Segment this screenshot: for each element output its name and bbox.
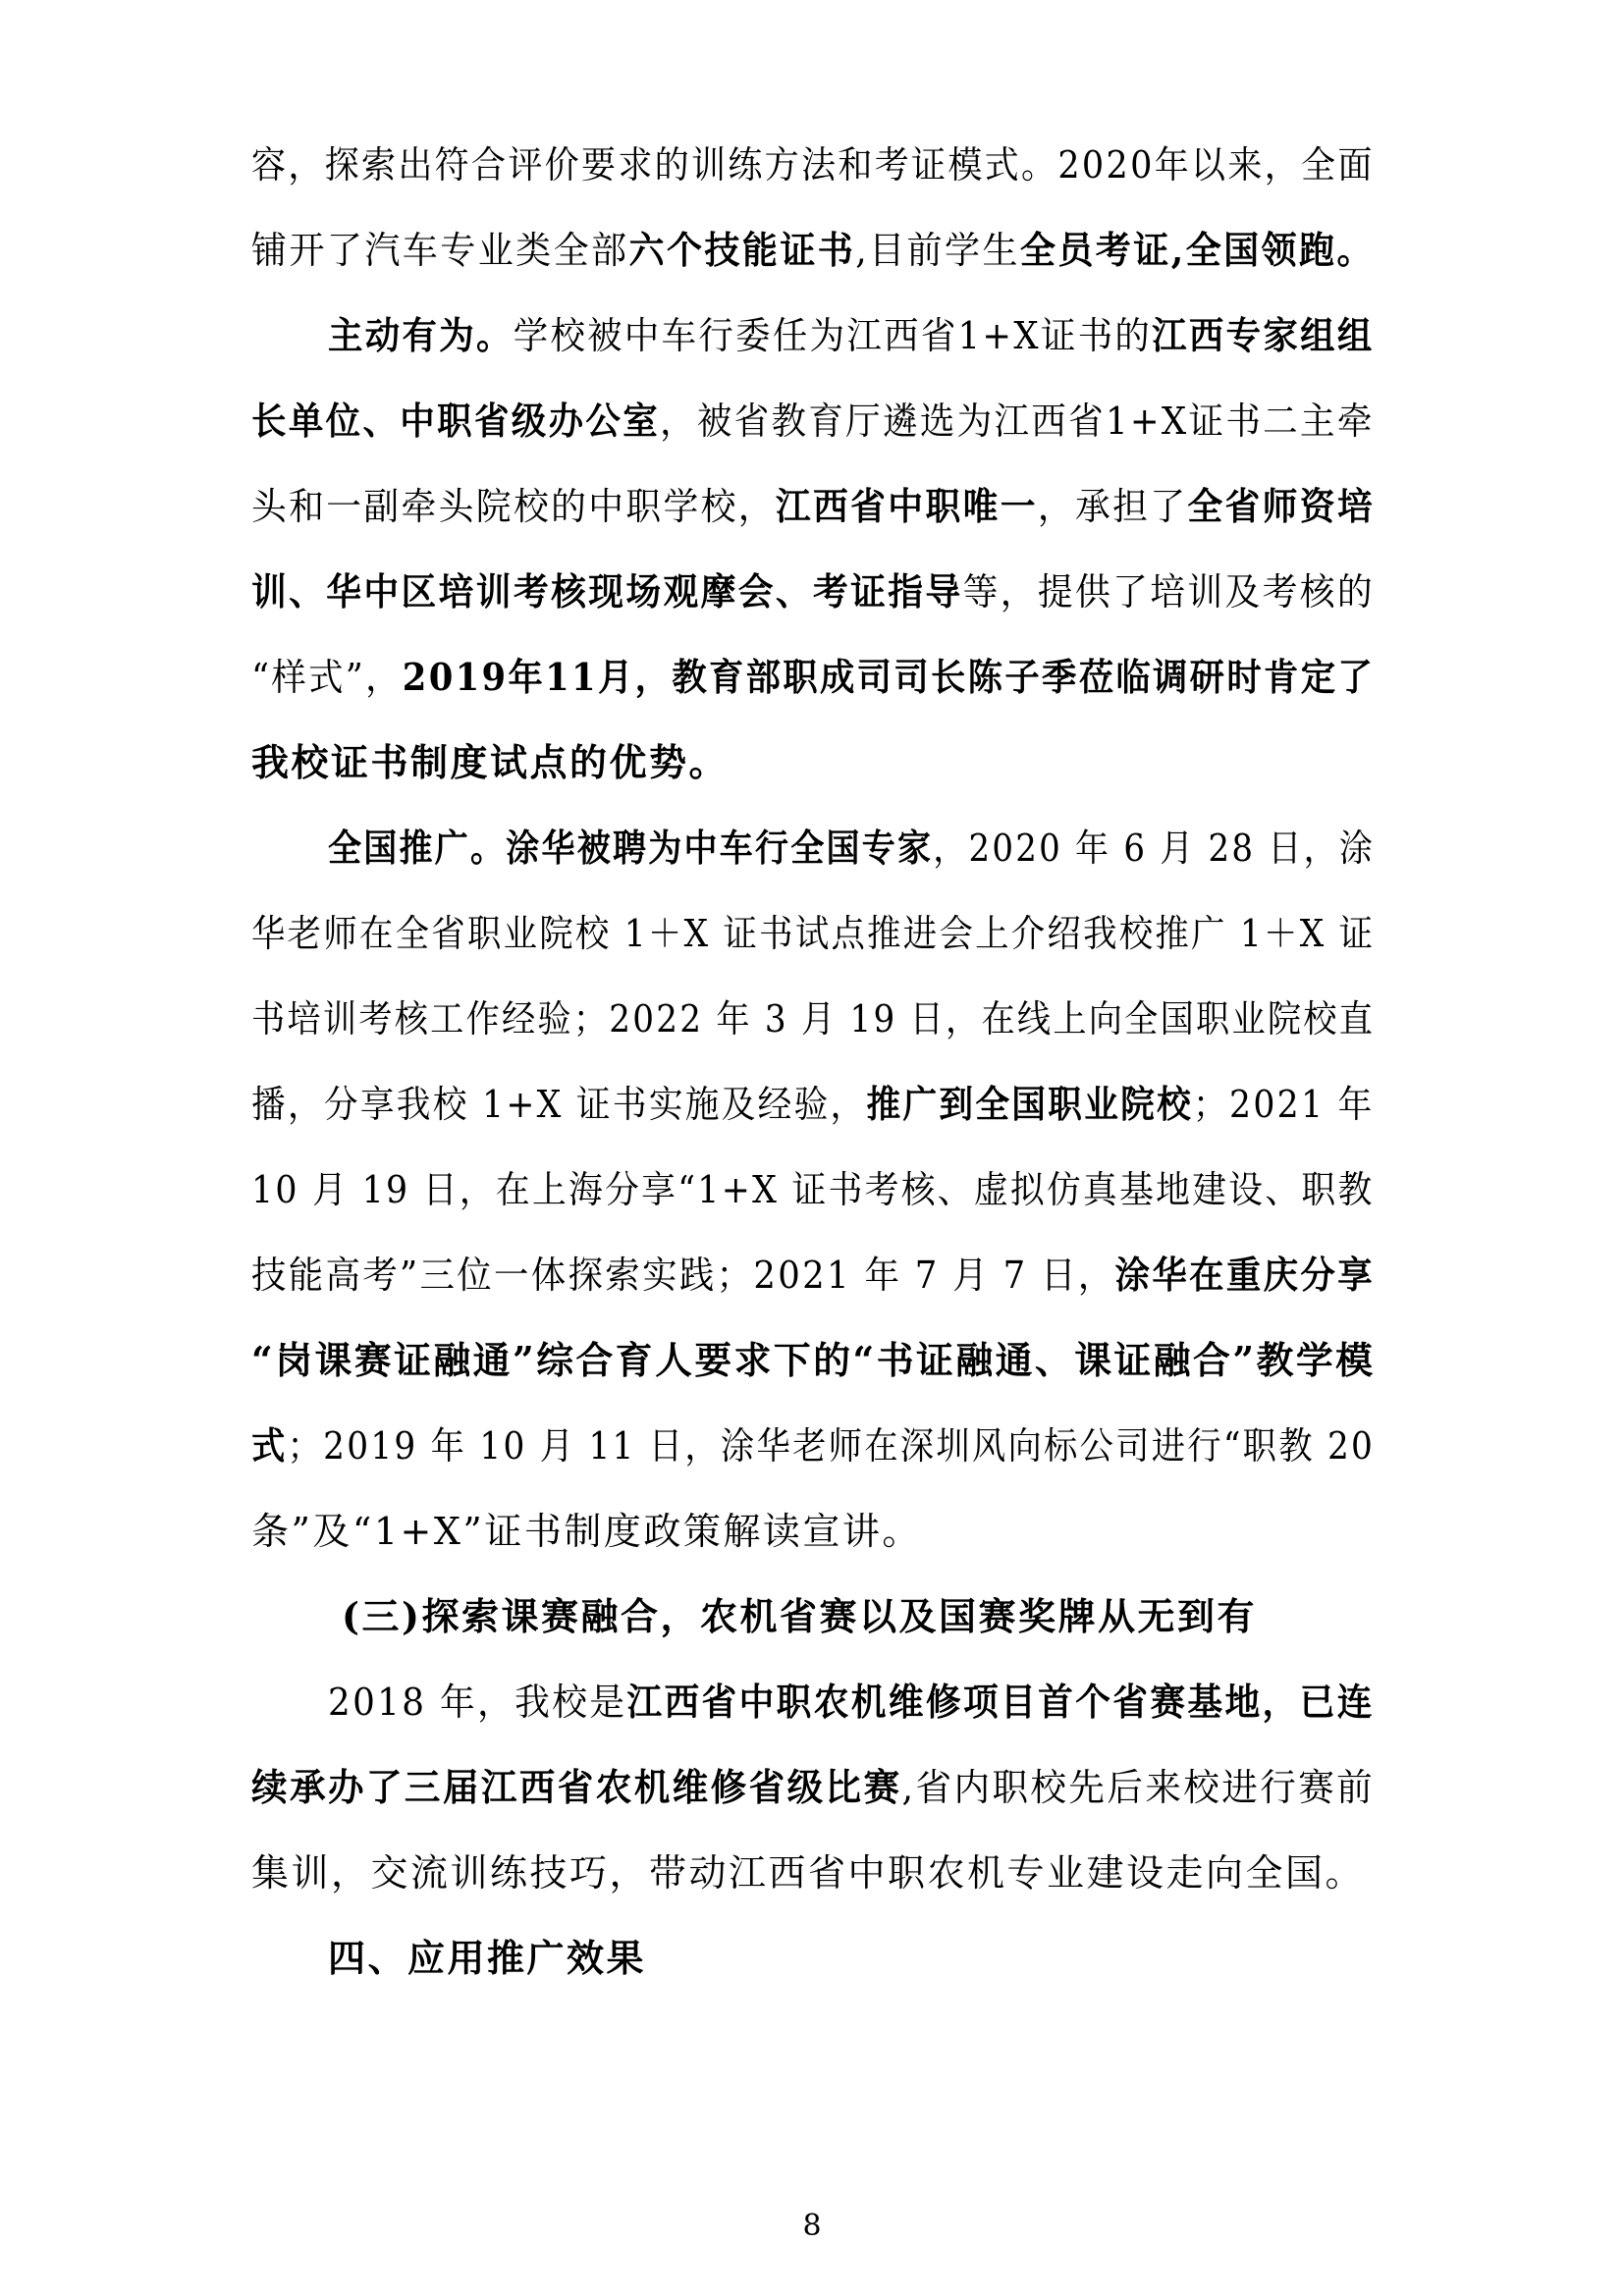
text-line [328, 293, 1375, 379]
text-line [251, 634, 1375, 721]
text: 播，分享我校 1+X 证书实施及经验， [251, 1083, 867, 1126]
text: 等，提供了培训及考核的 [962, 570, 1376, 614]
bold-text: 涂华在重庆分享 [1114, 1253, 1375, 1297]
bold-text: 全省师资培 [1187, 484, 1376, 528]
text-line [251, 1147, 1375, 1233]
bold-text: 全员考证,全国领跑。 [1019, 228, 1375, 272]
text-line [251, 1061, 1375, 1148]
text-line [251, 976, 1375, 1062]
bold-text: (三)探索课赛融合，农机省赛以及国赛奖牌从无到有 [342, 1594, 1257, 1638]
text: ，2020 年 6 月 28 日，涂 [933, 827, 1376, 870]
text-line [342, 1574, 1257, 1660]
text: ,目前学生 [855, 229, 1020, 272]
text: ；2021 年 [1193, 1083, 1375, 1126]
text: 条”及“1+X”证书制度政策解读宣讲。 [251, 1510, 922, 1553]
bold-text: 式 [251, 1423, 288, 1468]
text-line [328, 1659, 1375, 1745]
text-line [251, 890, 1375, 977]
bold-text: 江西省中职唯一 [775, 484, 1038, 528]
text: 华老师在全省职业院校 1＋X 证书试点推进会上介绍我校推广 1＋X 证 [251, 912, 1376, 955]
text-line [251, 378, 1375, 464]
text-line [251, 122, 1375, 208]
text: 技能高考”三位一体探索实践；2021 年 7 月 7 日， [251, 1254, 1115, 1297]
text-line [251, 1317, 1375, 1404]
bold-text: 江西专家组组 [1152, 313, 1375, 357]
text-line [328, 1915, 646, 2002]
text: 头和一副牵头院校的中职学校， [251, 485, 776, 528]
bold-text: 2019年11月，教育部职成司司长陈子季莅临调研时肯定了 [402, 655, 1376, 699]
text: 铺开了汽车专业类全部 [251, 229, 629, 272]
bold-text: 主动有为。 [328, 313, 514, 357]
bold-text: 六个技能证书 [628, 228, 856, 272]
bold-text: 江西省中职农机维修项目首个省赛基地，已连 [626, 1680, 1375, 1724]
bold-text: 四、应用推广效果 [328, 1936, 647, 1980]
bold-text: 续承办了三届江西省农机维修省级比赛 [251, 1765, 902, 1809]
text: ，承担了 [1037, 485, 1188, 528]
text: 2018 年，我校是 [328, 1681, 627, 1724]
text: 学校被中车行委任为江西省1+X证书的 [513, 314, 1153, 357]
page-number: 8 [802, 2209, 822, 2243]
text-line [251, 463, 1375, 550]
bold-text: 长单位、中职省级办公室 [251, 399, 661, 443]
text-line [251, 1403, 1375, 1489]
text-line [251, 549, 1375, 635]
bold-text: 全国推广。涂华被聘为中车行全国专家 [328, 826, 934, 870]
text: 书培训考核工作经验；2022 年 3 月 19 日，在线上向全国职业院校直 [251, 997, 1376, 1041]
text-line [251, 1232, 1375, 1318]
text-line [251, 1744, 1375, 1831]
bold-text: 推广到全国职业院校 [866, 1082, 1194, 1126]
bold-text: 我校证书制度试点的优势。 [251, 740, 730, 784]
text-line [251, 1830, 1365, 1916]
text-line [251, 207, 1375, 294]
bold-text: 训、华中区培训考核现场观摩会、考证指导 [251, 569, 963, 614]
text-line [251, 1488, 922, 1575]
text: ,省内职校先后来校进行赛前 [901, 1766, 1376, 1809]
text: 10 月 19 日，在上海分享“1+X 证书考核、虚拟仿真基地建设、职教 [251, 1168, 1375, 1211]
text: “样式”， [251, 656, 403, 699]
text: ；2019 年 10 月 11 日，涂华老师在深圳风向标公司进行“职教 20 [287, 1424, 1376, 1468]
text: 容，探索出符合评价要求的训练方法和考证模式。2020年以来，全面 [251, 143, 1375, 187]
bold-text: “岗课赛证融通”综合育人要求下的“书证融通、课证融合”教学模 [251, 1338, 1376, 1382]
text-line [251, 720, 729, 806]
text: 集训，交流训练技巧，带动江西省中职农机专业建设走向全国。 [251, 1851, 1366, 1895]
text-line [328, 805, 1375, 891]
text: ，被省教育厅遴选为江西省1+X证书二主牵 [660, 400, 1375, 443]
